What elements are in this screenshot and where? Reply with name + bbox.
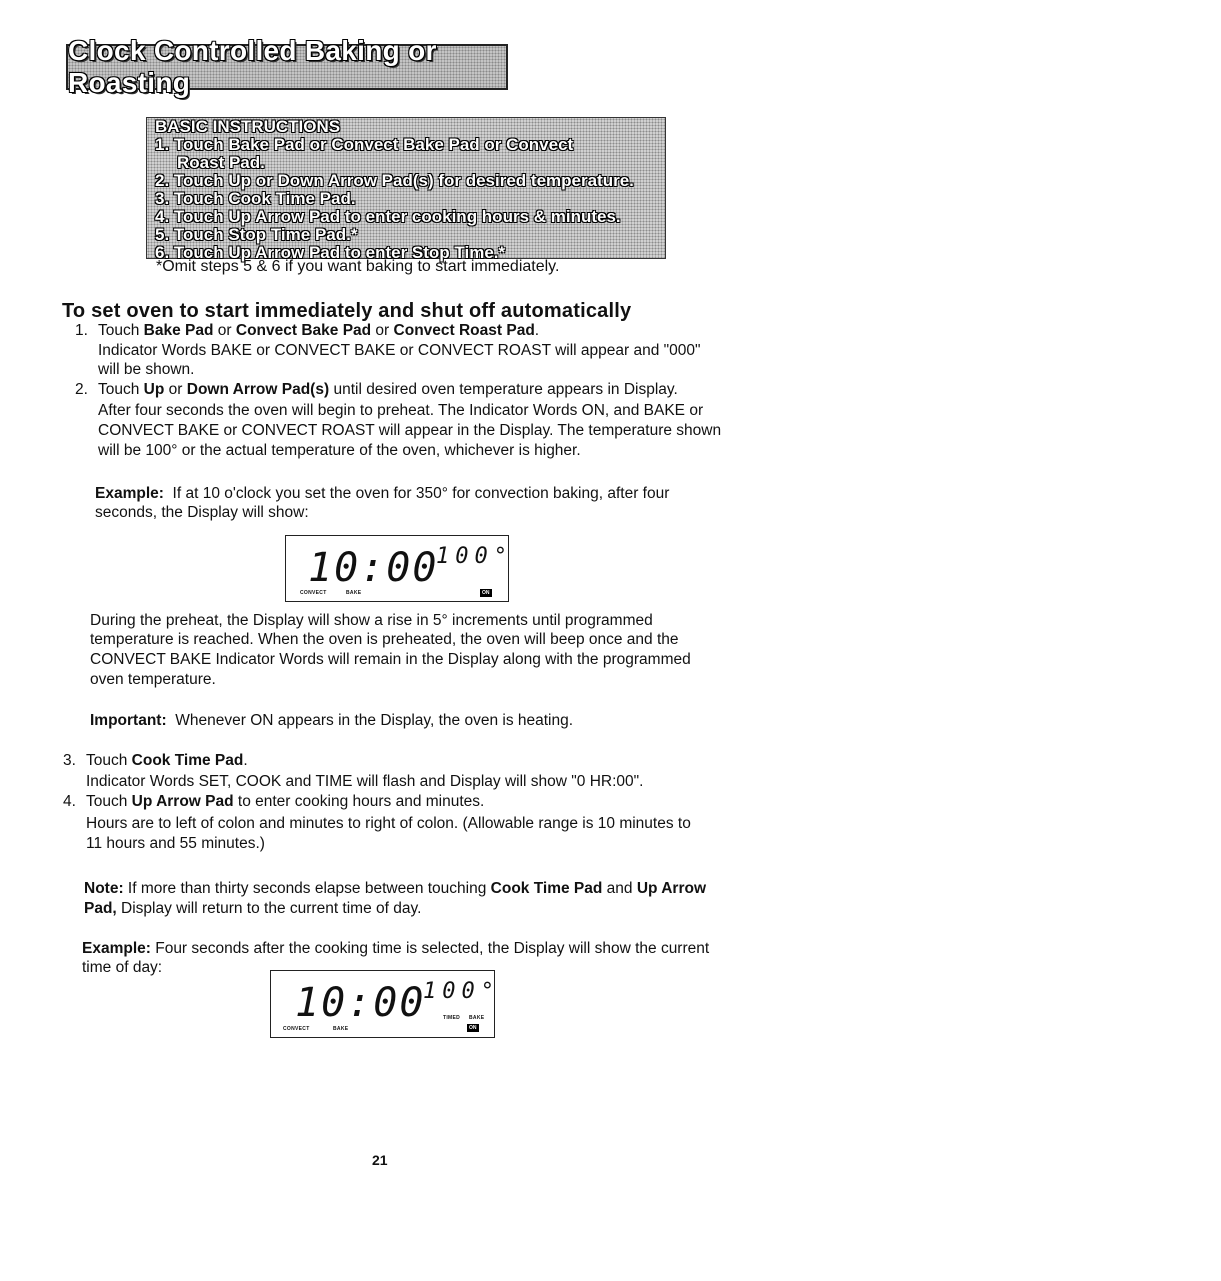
basic-instructions-heading: BASIC INSTRUCTIONS xyxy=(155,117,341,136)
step-2-bold-1: Up xyxy=(143,381,165,398)
step-4-pre: Touch xyxy=(86,793,132,810)
note-text-1: If more than thirty seconds elapse between touching xyxy=(123,880,491,897)
oven-display-1 xyxy=(285,535,513,602)
page-title-banner xyxy=(66,35,508,98)
display-1-convect-indicator: CONVECT xyxy=(300,590,327,596)
example-1-text-1: If at 10 o'clock you set the oven for 350° for convection baking, after four xyxy=(172,485,670,502)
display-2-temp: 100° xyxy=(423,979,500,1004)
note-text-2: and xyxy=(602,880,637,897)
step-1-mid-2: or xyxy=(371,322,394,339)
step-1-pre: Touch xyxy=(98,322,144,339)
step-4-detail-1: Hours are to left of colon and minutes to right of colon. (Allowable range is 10 minutes to xyxy=(86,815,691,832)
step-1-detail-2: will be shown. xyxy=(98,361,195,378)
example-1-label: Example: xyxy=(95,485,164,502)
step-2-post: until desired oven temperature appears in Display. xyxy=(329,381,678,398)
display-2-bake-indicator: BAKE xyxy=(333,1026,349,1032)
basic-instruction-1: 1. Touch Bake Pad or Convect Bake Pad or Convect xyxy=(155,135,574,154)
example-1-line-1 xyxy=(95,485,669,502)
step-1-mid-1: or xyxy=(213,322,236,339)
step-2-number: 2. xyxy=(75,381,88,398)
preheat-line-1: During the preheat, the Display will show a rise in 5° increments until programmed xyxy=(90,612,653,629)
step-2-text xyxy=(98,381,678,398)
step-3-detail-1: Indicator Words SET, COOK and TIME will flash and Display will show "0 HR:00". xyxy=(86,773,644,790)
example-1-line-2: seconds, the Display will show: xyxy=(95,504,309,521)
step-3-pre: Touch xyxy=(86,752,132,769)
page-title: Clock Controlled Baking or Roasting xyxy=(68,35,437,98)
example-2-line-1 xyxy=(82,940,709,957)
step-3-post: . xyxy=(243,752,248,769)
basic-instruction-3: 3. Touch Cook Time Pad. xyxy=(155,189,356,208)
step-3-number: 3. xyxy=(63,752,76,769)
display-2-bake2-indicator: BAKE xyxy=(469,1015,485,1021)
display-2-convect-indicator: CONVECT xyxy=(283,1026,310,1032)
example-2-text-1: Four seconds after the cooking time is selected, the Display will show the current xyxy=(150,940,710,957)
step-2-mid: or xyxy=(164,381,187,398)
step-3-text xyxy=(86,752,248,769)
section-heading: To set oven to start immediately and shut off automatically xyxy=(62,300,632,322)
step-1-post: . xyxy=(534,322,540,339)
important-label: Important: xyxy=(90,712,167,729)
preheat-line-2: temperature is reached. When the oven is preheated, the oven will beep once and the xyxy=(90,631,679,648)
basic-instruction-2: 2. Touch Up or Down Arrow Pad(s) for desired temperature. xyxy=(155,171,634,190)
step-2-detail-3: will be 100° or the actual temperature of the oven, whichever is higher. xyxy=(98,442,581,459)
oven-display-2 xyxy=(270,970,500,1038)
basic-instruction-5: 5. Touch Stop Time Pad.* xyxy=(155,225,358,244)
note-line-1 xyxy=(84,880,706,897)
step-3-bold-1: Cook Time Pad xyxy=(131,752,244,769)
basic-instructions-note: *Omit steps 5 & 6 if you want baking to start immediately. xyxy=(156,258,560,275)
step-2-bold-2: Down Arrow Pad(s) xyxy=(186,381,330,398)
preheat-line-4: oven temperature. xyxy=(90,671,216,688)
step-2-detail-1: After four seconds the oven will begin to preheat. The Indicator Words ON, and BAKE or xyxy=(98,402,704,419)
display-2-on-indicator: ON xyxy=(469,1025,477,1031)
note-label: Note: xyxy=(84,880,124,897)
preheat-line-3: CONVECT BAKE Indicator Words will remain in the Display along with the programmed xyxy=(90,651,691,668)
note-text-3: Display will return to the current time of day. xyxy=(116,900,422,917)
basic-instruction-4: 4. Touch Up Arrow Pad to enter cooking hours & minutes. xyxy=(155,207,621,226)
step-2-pre: Touch xyxy=(98,381,144,398)
display-2-timed-indicator: TIMED xyxy=(443,1015,461,1021)
step-1-bold-1: Bake Pad xyxy=(143,322,214,339)
display-1-temp: 100° xyxy=(436,544,513,569)
display-1-bake-indicator: BAKE xyxy=(346,590,362,596)
example-2-label: Example: xyxy=(82,940,151,957)
display-1-time: 10:00 xyxy=(308,545,439,591)
example-2-line-2: time of day: xyxy=(82,959,163,976)
step-1-detail-1: Indicator Words BAKE or CONVECT BAKE or CONVECT ROAST will appear and "000" xyxy=(98,342,701,359)
step-4-text xyxy=(86,793,484,810)
note-bold-3: Pad, xyxy=(84,900,117,917)
display-1-on-indicator: ON xyxy=(482,590,490,596)
step-4-detail-2: 11 hours and 55 minutes.) xyxy=(86,835,265,852)
note-bold-2: Up Arrow xyxy=(636,880,707,897)
step-1-number: 1. xyxy=(75,322,88,339)
page-number: 21 xyxy=(372,1152,388,1168)
step-1-bold-2: Convect Bake Pad xyxy=(235,322,372,339)
step-1-bold-3: Convect Roast Pad xyxy=(393,322,535,339)
step-2-detail-2: CONVECT BAKE or CONVECT ROAST will appear in the Display. The temperature shown xyxy=(98,422,722,439)
note-bold-1: Cook Time Pad xyxy=(490,880,603,897)
important-text: Whenever ON appears in the Display, the oven is heating. xyxy=(175,712,574,729)
step-4-post: to enter cooking hours and minutes. xyxy=(233,793,485,810)
note-line-2 xyxy=(84,900,421,917)
display-2-time: 10:00 xyxy=(295,980,426,1026)
step-4-bold-1: Up Arrow Pad xyxy=(131,793,234,810)
step-4-number: 4. xyxy=(63,793,76,810)
basic-instruction-1-cont: Roast Pad. xyxy=(177,153,265,172)
basic-instructions-box xyxy=(146,117,666,262)
important-note xyxy=(90,712,573,729)
step-1-text xyxy=(98,322,539,339)
basic-instruction-6: 6. Touch Up Arrow Pad to enter Stop Time.* xyxy=(155,243,506,262)
